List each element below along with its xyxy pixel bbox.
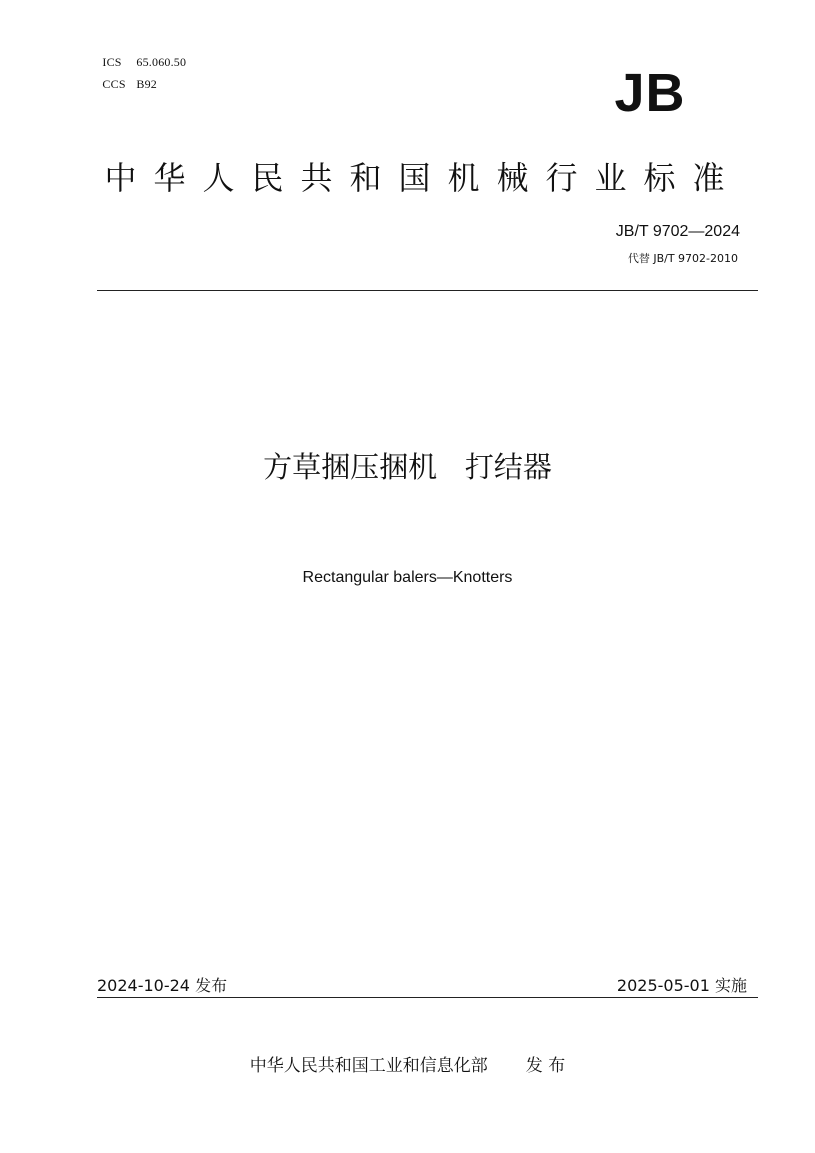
chinese-title-sub: 打结器: [464, 450, 552, 484]
implementation-date: 2025-05-01 实施: [616, 976, 747, 995]
ics-code: 65.060.50: [136, 55, 187, 69]
chinese-title: [0, 443, 815, 491]
replaces-standard: 代替 JB/T 9702-2010: [627, 252, 738, 265]
publisher-name: 中华人民共和国工业和信息化部: [249, 1056, 488, 1076]
ics-label: ICS: [102, 55, 122, 69]
standard-category-title: 中华人民共和国机械行业标准: [104, 159, 742, 197]
ccs-code: B92: [136, 77, 158, 91]
standard-number: JB/T 9702—2024: [615, 223, 740, 240]
bottom-divider: [97, 997, 758, 998]
top-divider: [97, 290, 758, 291]
chinese-title-main: 方草捆压捆机: [263, 450, 438, 484]
jb-logo: JB: [614, 63, 686, 123]
publisher-line: [0, 1053, 815, 1079]
publisher-action: 发 布: [525, 1056, 566, 1076]
issue-date: 2024-10-24 发布: [97, 976, 228, 995]
english-title: Rectangular balers—Knotters: [302, 569, 513, 586]
ccs-label: CCS: [102, 77, 126, 91]
ccs-code-line: [96, 62, 157, 92]
